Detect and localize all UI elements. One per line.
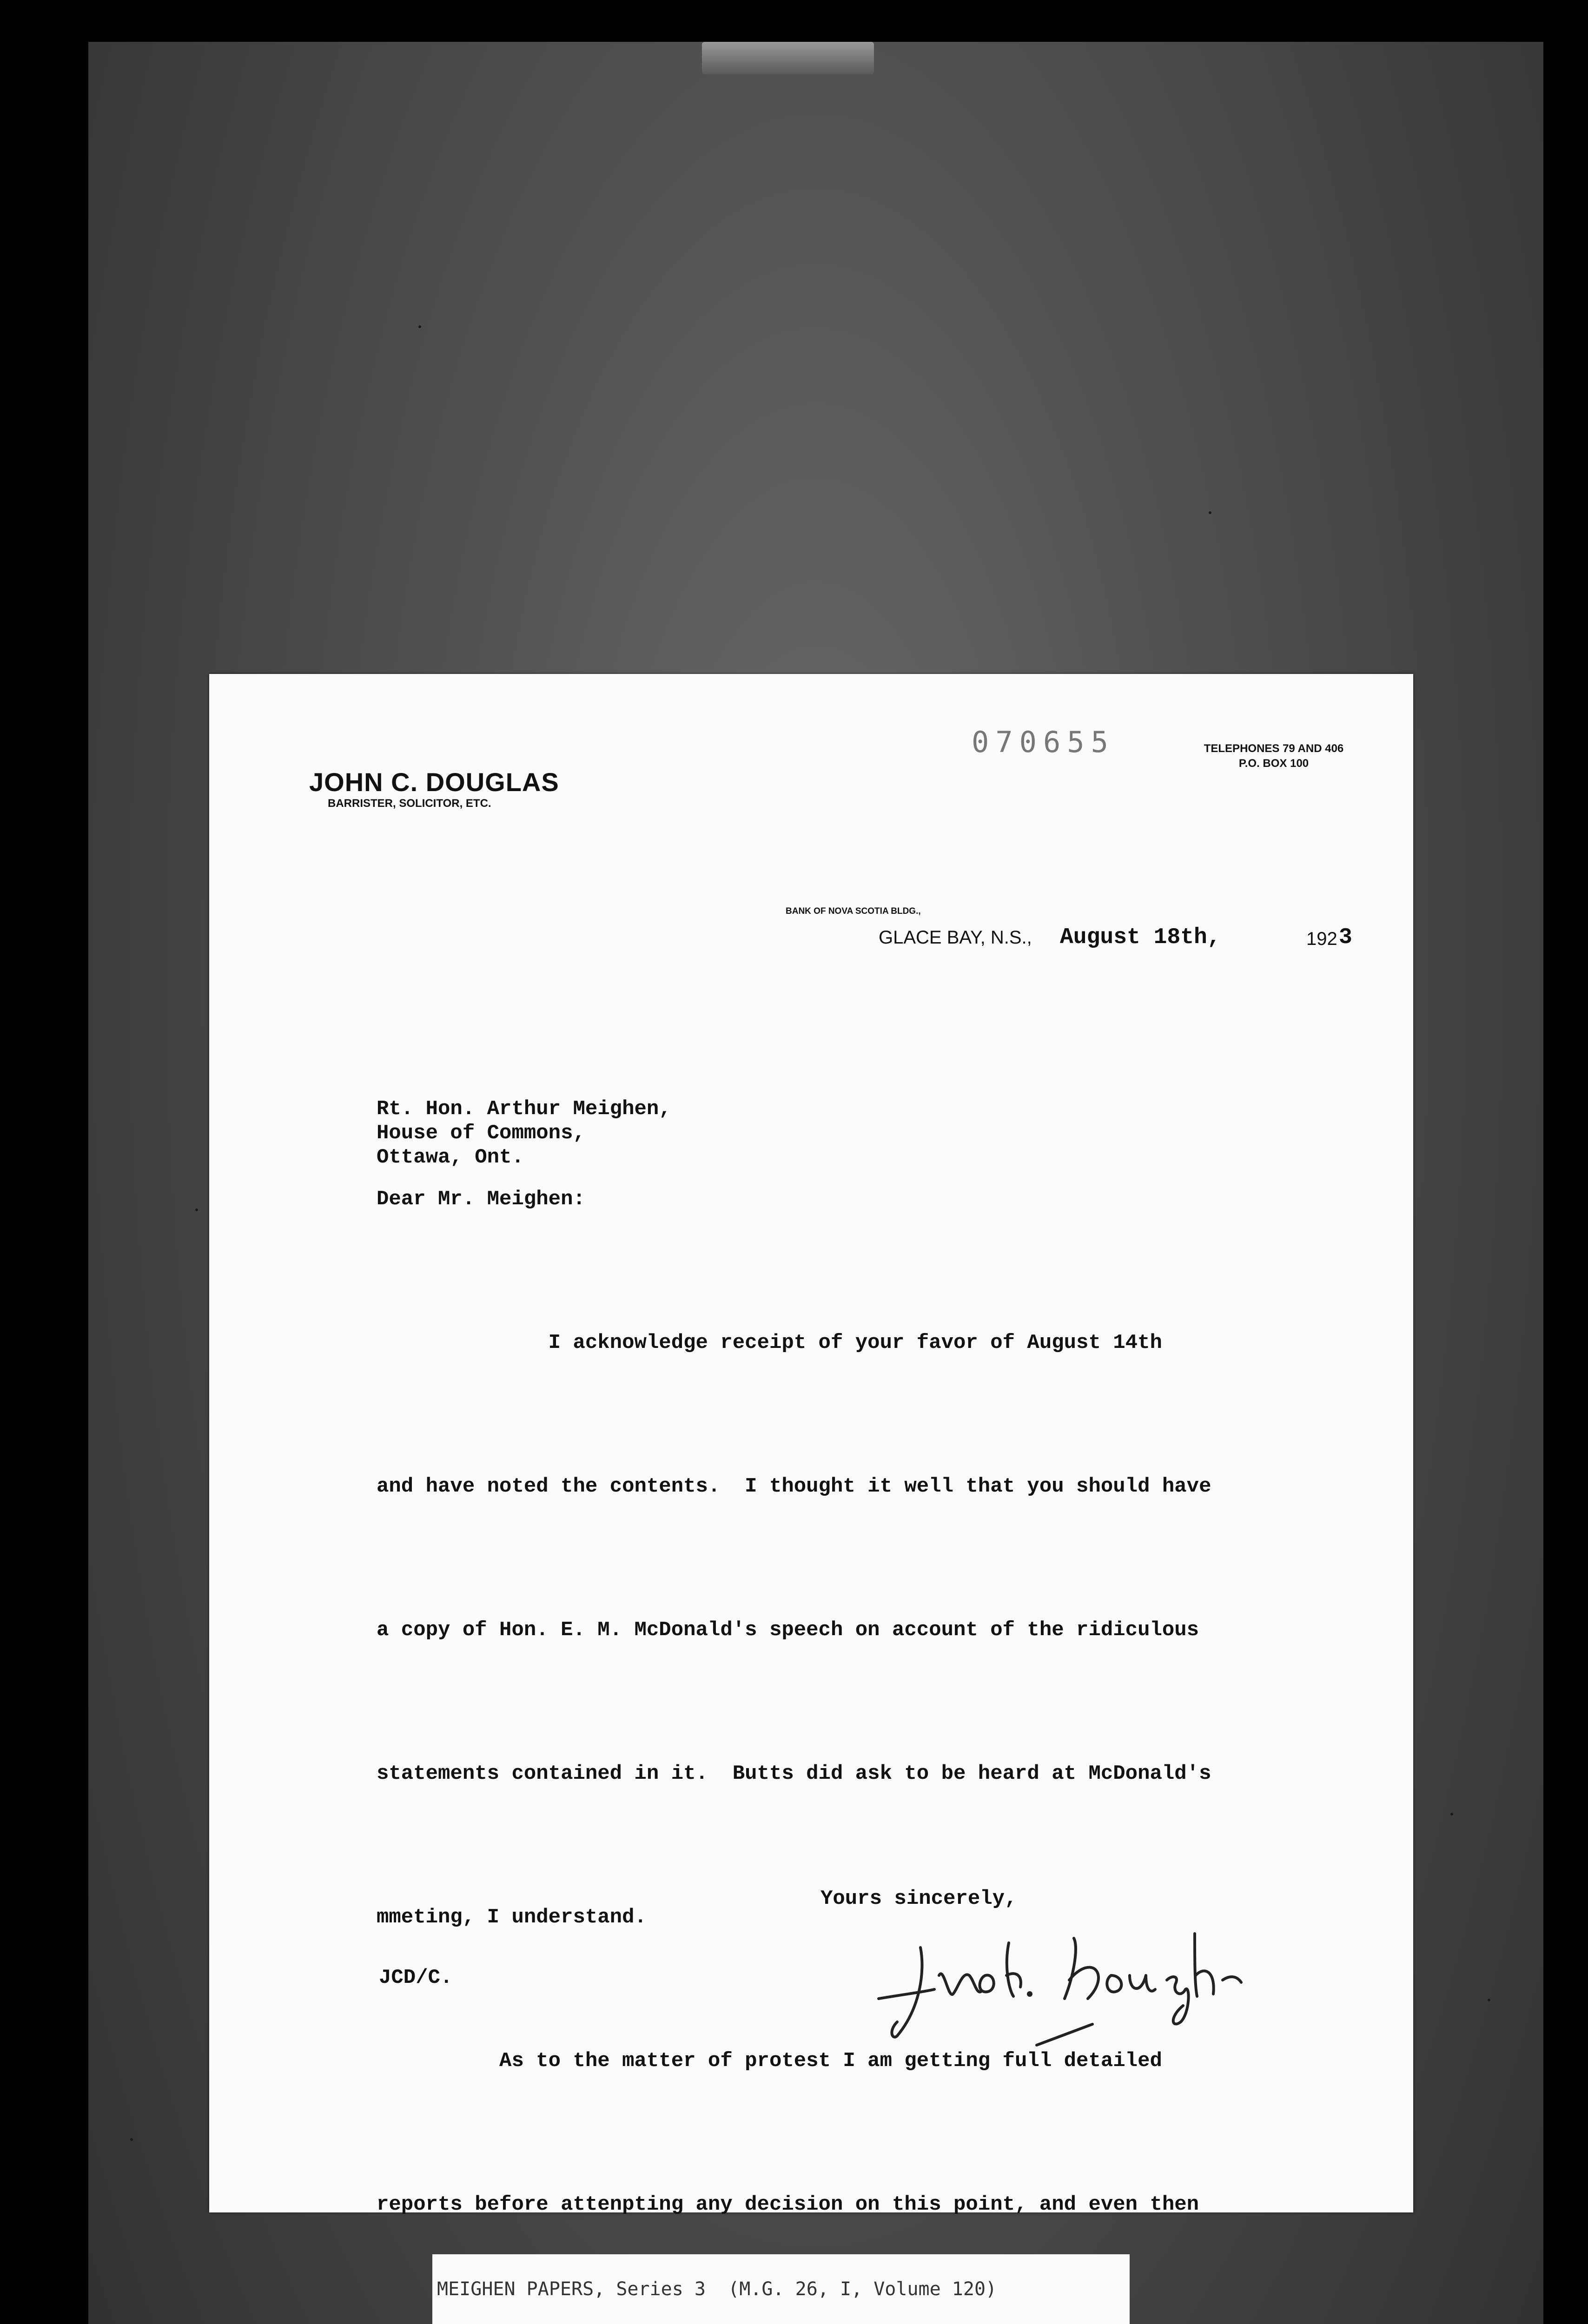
po-box: P.O. BOX 100 <box>1238 757 1309 770</box>
film-speck <box>1488 1999 1490 2001</box>
body-line: reports before attenpting any decision on this point, and even then <box>377 2193 1199 2216</box>
place-line: GLACE BAY, N.S., <box>879 927 1032 948</box>
body-line: I acknowledge receipt of your favor of August 14th <box>377 1331 1162 1354</box>
salutation: Dear Mr. Meighen: <box>377 1188 585 1211</box>
archive-stamp-number: 070655 <box>972 725 1115 759</box>
letter-body <box>377 1223 1371 2324</box>
body-line: As to the matter of protest I am getting full detailed <box>377 2049 1162 2073</box>
recipient-line-3: Ottawa, Ont. <box>377 1146 524 1169</box>
typist-initials: JCD/C. <box>379 1966 453 1989</box>
body-line: and have noted the contents. I thought it well that you should have <box>377 1475 1211 1498</box>
film-speck <box>1450 1813 1453 1816</box>
archive-reference-tab <box>432 2254 1130 2324</box>
building-address: BANK OF NOVA SCOTIA BLDG., <box>786 906 921 916</box>
letter-page <box>209 674 1413 2216</box>
film-speck <box>130 2138 133 2141</box>
closing: Yours sincerely, <box>820 1887 1017 1910</box>
body-line: a copy of Hon. E. M. McDonald's speech on account of the ridiculous <box>377 1618 1199 1642</box>
body-line: statements contained in it. Butts did ask to be heard at McDonald's <box>377 1762 1211 1785</box>
letterhead-subtitle: BARRISTER, SOLICITOR, ETC. <box>328 797 491 810</box>
film-speck <box>195 1208 198 1211</box>
top-clip <box>702 42 874 74</box>
letterhead-contact <box>1181 741 1367 771</box>
year-digit: 3 <box>1339 925 1352 950</box>
recipient-address <box>377 1097 671 1169</box>
handwritten-signature <box>869 1906 1278 2059</box>
year-prefix: 192 <box>1306 929 1337 949</box>
recipient-line-2: House of Commons, <box>377 1122 585 1145</box>
letterhead-name: JOHN C. DOUGLAS <box>309 767 559 797</box>
archive-reference: MEIGHEN PAPERS, Series 3 (M.G. 26, I, Volume 120) <box>437 2278 997 2300</box>
film-speck <box>1209 511 1211 514</box>
body-line: mmeting, I understand. <box>377 1906 647 1929</box>
telephones: TELEPHONES 79 AND 406 <box>1204 742 1344 755</box>
recipient-line-1: Rt. Hon. Arthur Meighen, <box>377 1097 671 1121</box>
letter-date: August 18th, <box>1060 925 1221 950</box>
film-speck <box>418 325 421 328</box>
